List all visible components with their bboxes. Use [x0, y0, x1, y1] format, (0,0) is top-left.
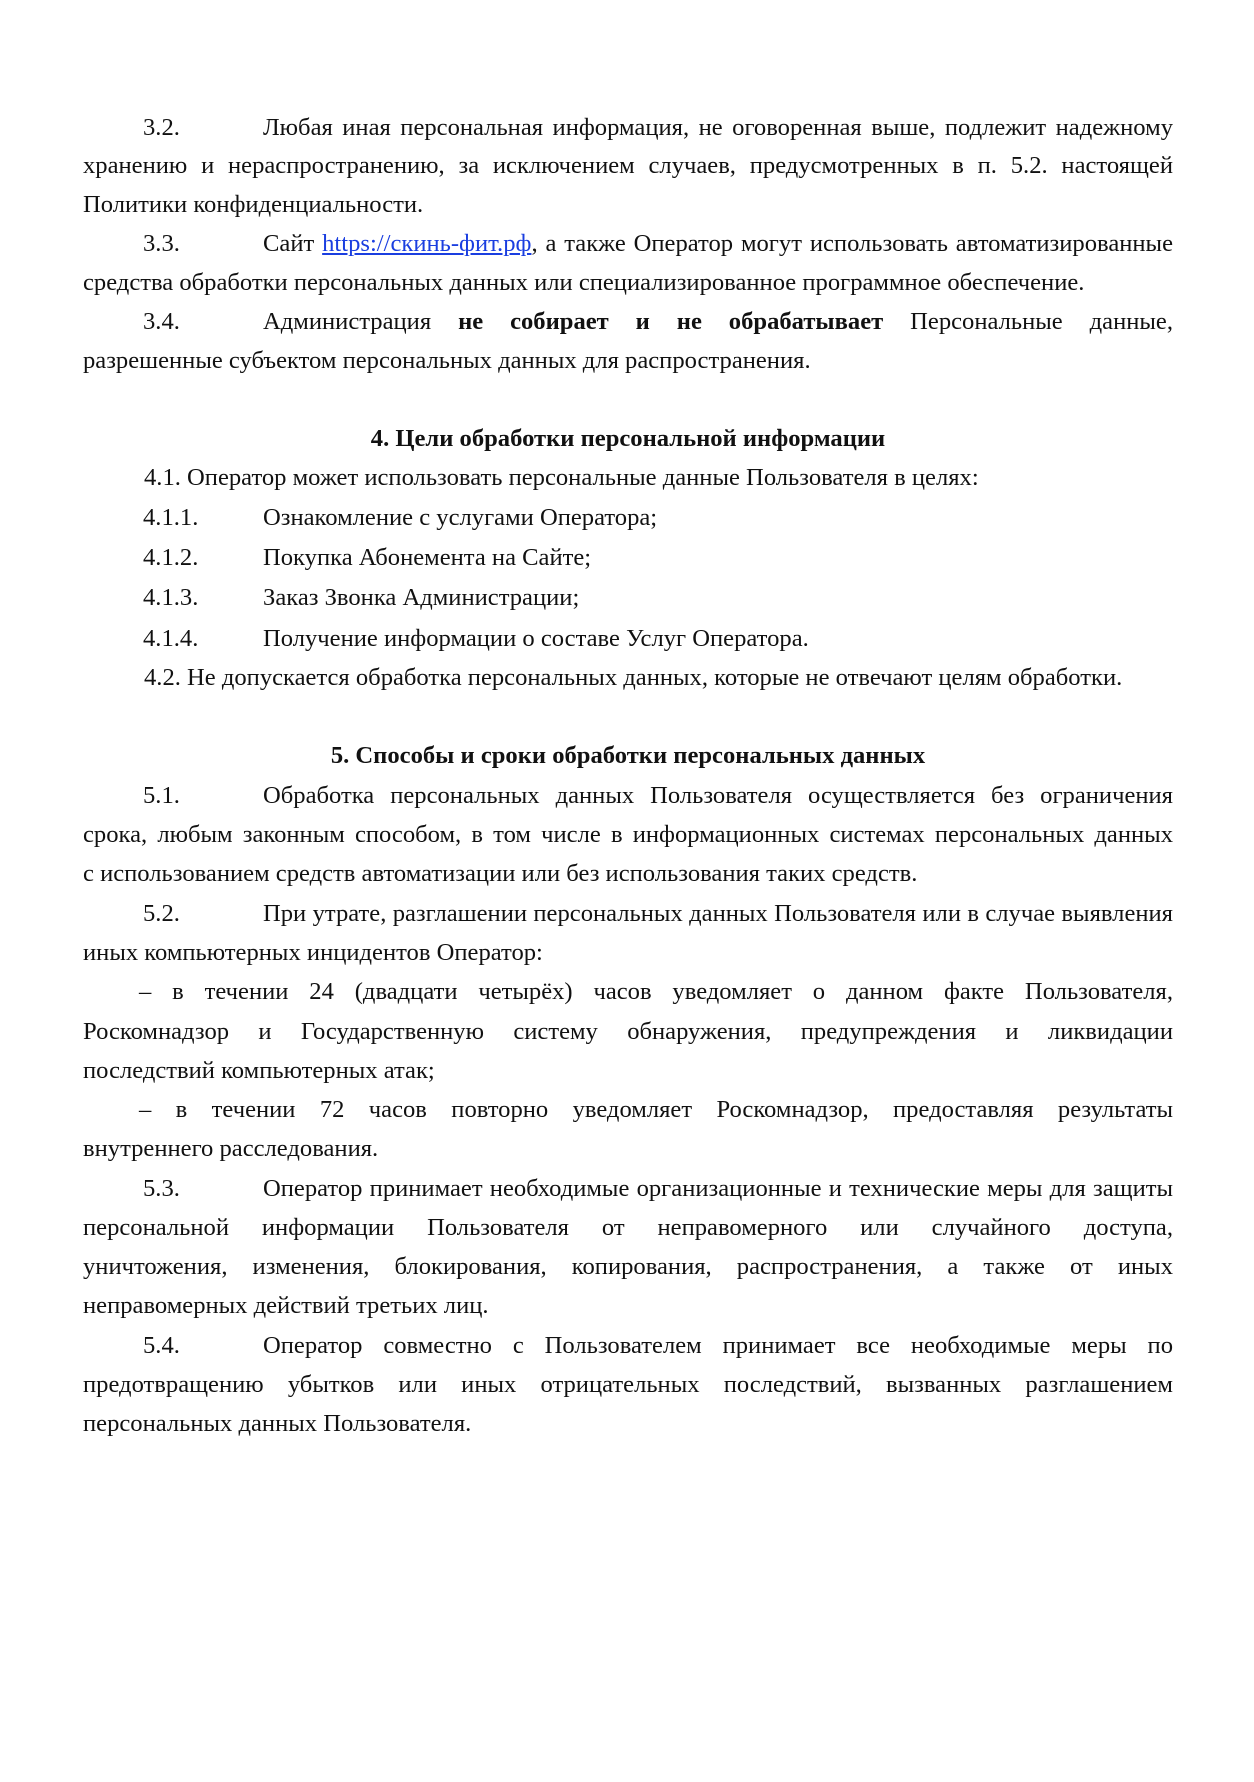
paragraph-5-4-line-1 — [83, 1330, 1173, 1362]
paragraph-text: Администрация — [263, 308, 459, 335]
clause-number: 5.4. — [143, 1332, 180, 1359]
clause-number: 5.1. — [143, 782, 180, 809]
paragraph-text: Обработка персональных данных Пользователя осуществляется без ограничения — [263, 782, 1173, 809]
clause-number: 5.2. — [143, 900, 180, 927]
paragraph-5-1-line-1 — [83, 780, 1173, 812]
list-item-text: Покупка Абонемента на Сайте; — [263, 544, 592, 571]
paragraph-text: При утрате, разглашении персональных данных Пользователя или в случае выявления — [263, 900, 1173, 927]
paragraph-text: Оператор совместно с Пользователем принимает все необходимые меры по — [263, 1332, 1173, 1359]
paragraph-3-2-line-3: Политики конфиденциальности. — [83, 191, 424, 218]
paragraph-3-3-line-1 — [83, 228, 1173, 260]
paragraph-text: Оператор принимает необходимые организационные и технические меры для защиты — [263, 1175, 1173, 1202]
clause-number: 5.3. — [143, 1175, 180, 1202]
paragraph-3-4-line-1 — [83, 306, 1173, 338]
list-item-4-1-3 — [83, 582, 1173, 614]
section-5-heading: 5. Способы и сроки обработки персональных данных — [330, 742, 926, 769]
list-item-4-1-1 — [83, 502, 1173, 534]
list-item-4-1-4 — [83, 623, 1173, 655]
clause-number: 4.1.1. — [143, 504, 199, 531]
paragraph-5-3-line-2: персональной информации Пользователя от неправомерного или случайного доступа, — [83, 1214, 1173, 1241]
paragraph-4-1: 4.1. Оператор может использовать персональные данные Пользователя в целях: — [144, 464, 979, 491]
paragraph-5-4-line-2: предотвращению убытков или иных отрицательных последствий, вызванных разглашением — [83, 1371, 1173, 1398]
clause-number: 3.3. — [143, 230, 180, 257]
paragraph-3-3-line-2: средства обработки персональных данных или специализированное программное обеспечение. — [83, 269, 1085, 296]
dash-item-1-line-3: последствий компьютерных атак; — [83, 1057, 435, 1084]
paragraph-5-1-line-2: срока, любым законным способом, в том числе в информационных системах персональных данных — [83, 821, 1173, 848]
list-item-text: Заказ Звонка Администрации; — [263, 584, 580, 611]
clause-number: 4.1.2. — [143, 544, 199, 571]
bold-emphasis: не собирает и не обрабатывает — [458, 308, 884, 335]
paragraph-3-2-line-2: хранению и нераспространению, за исключением случаев, предусмотренных в п. 5.2. настоящей — [83, 152, 1173, 179]
dash-item-1-line-2: Роскомнадзор и Государственную систему обнаружения, предупреждения и ликвидации — [83, 1018, 1173, 1045]
list-item-text: Ознакомление с услугами Оператора; — [263, 504, 658, 531]
dash-item-2-line-1: ‒ в течении 72 часов повторно уведомляет Роскомнадзор, предоставляя результаты — [139, 1096, 1173, 1123]
paragraph-5-3-line-4: неправомерных действий третьих лиц. — [83, 1292, 489, 1319]
site-link[interactable]: https://скинь-фит.рф — [322, 230, 532, 257]
section-4-heading: 4. Цели обработки персональной информации — [370, 425, 886, 452]
clause-number: 3.4. — [143, 308, 180, 335]
paragraph-5-3-line-3: уничтожения, изменения, блокирования, копирования, распространения, а также от иных — [83, 1253, 1173, 1280]
paragraph-3-2-line-1 — [83, 112, 1173, 144]
dash-item-2-line-2: внутреннего расследования. — [83, 1135, 379, 1162]
paragraph-5-4-line-3: персональных данных Пользователя. — [83, 1410, 472, 1437]
paragraph-text: Персональные данные, — [883, 308, 1173, 335]
paragraph-5-3-line-1 — [83, 1173, 1173, 1205]
paragraph-5-2-line-2: иных компьютерных инцидентов Оператор: — [83, 939, 543, 966]
paragraph-text: Любая иная персональная информация, не оговоренная выше, подлежит надежному — [263, 114, 1173, 141]
paragraph-text: Сайт — [263, 230, 323, 257]
clause-number: 4.1.3. — [143, 584, 199, 611]
list-item-text: Получение информации о составе Услуг Оператора. — [263, 625, 809, 652]
paragraph-4-2: 4.2. Не допускается обработка персональных данных, которые не отвечают целям обработки. — [144, 664, 1123, 691]
dash-item-1-line-1: ‒ в течении 24 (двадцати четырёх) часов уведомляет о данном факте Пользователя, — [139, 978, 1173, 1005]
clause-number: 4.1.4. — [143, 625, 199, 652]
list-item-4-1-2 — [83, 542, 1173, 574]
paragraph-5-2-line-1 — [83, 898, 1173, 930]
clause-number: 3.2. — [143, 114, 180, 141]
paragraph-5-1-line-3: с использованием средств автоматизации или без использования таких средств. — [83, 860, 918, 887]
paragraph-text: , а также Оператор могут использовать автоматизированные — [531, 230, 1173, 257]
paragraph-3-4-line-2: разрешенные субъектом персональных данных для распространения. — [83, 347, 811, 374]
